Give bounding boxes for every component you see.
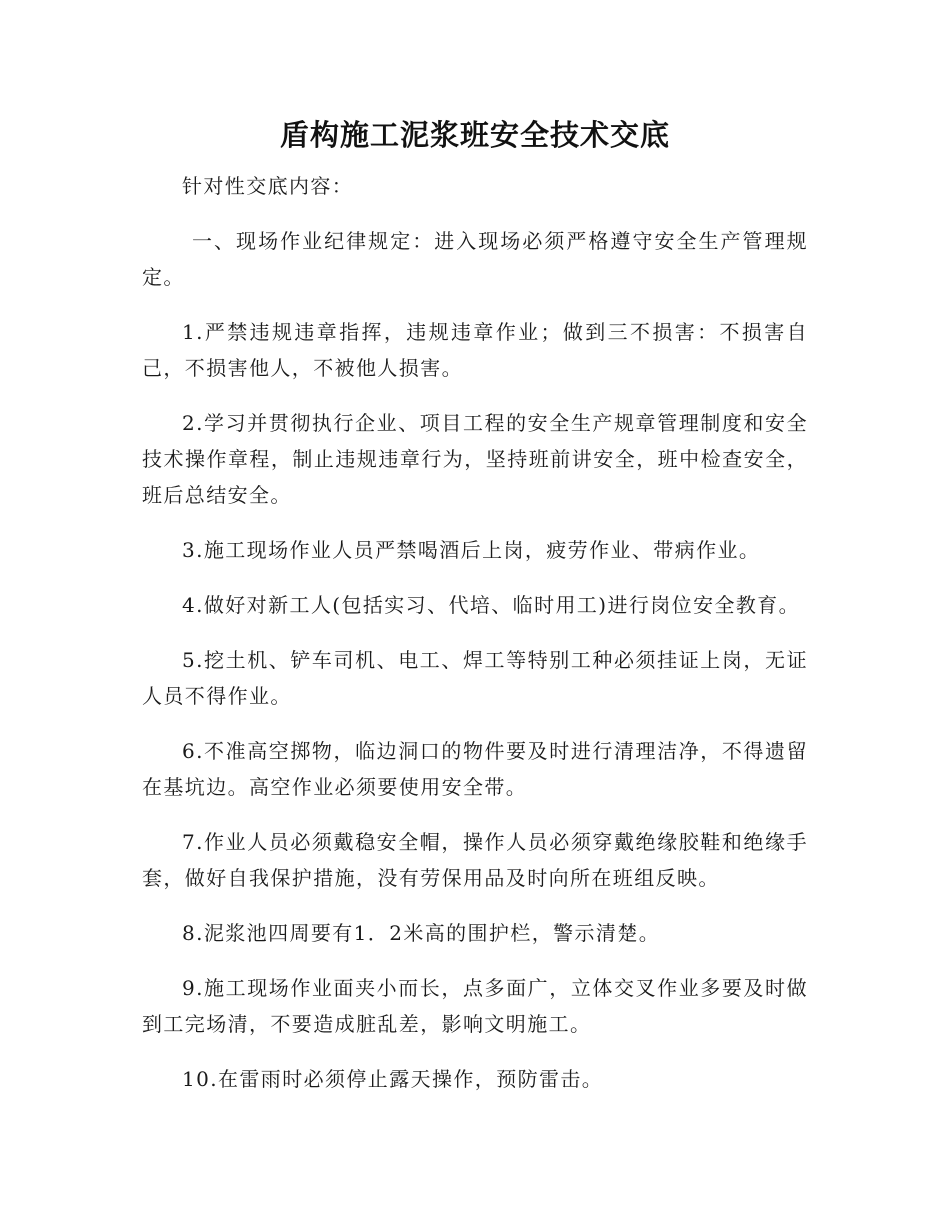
document-body bbox=[142, 108, 808, 1097]
rule-item-3: 3.施工现场作业人员严禁喝酒后上岗，疲劳作业、带病作业。 bbox=[182, 538, 761, 562]
section-heading: 一、现场作业纪律规定：进入现场必须严格遵守安全生产管理规定。 bbox=[142, 229, 808, 289]
rule-item-4: 4.做好对新工人(包括实习、代培、临时用工)进行岗位安全教育。 bbox=[182, 593, 801, 617]
rule-item-5: 5.挖土机、铲车司机、电工、焊工等特别工种必须挂证上岗，无证人员不得作业。 bbox=[142, 648, 808, 708]
rule-item-7: 7.作业人员必须戴稳安全帽，操作人员必须穿戴绝缘胶鞋和绝缘手套，做好自我保护措施，没有劳保用品及时向所在班组反映。 bbox=[142, 830, 808, 890]
rule-item-2: 2.学习并贯彻执行企业、项目工程的安全生产规章管理制度和安全技术操作章程，制止违规违章行为，坚持班前讲安全，班中检查安全，班后总结安全。 bbox=[142, 411, 808, 507]
rule-item-6: 6.不准高空掷物，临边洞口的物件要及时进行清理洁净，不得遗留在基坑边。高空作业必须要使用安全带。 bbox=[142, 739, 808, 799]
document-title: 盾构施工泥浆班安全技术交底 bbox=[279, 118, 670, 152]
intro-line: 针对性交底内容： bbox=[182, 174, 354, 198]
rule-item-1: 1.严禁违规违章指挥，违规违章作业；做到三不损害：不损害自己，不损害他人，不被他人损害。 bbox=[142, 320, 808, 380]
rule-item-9: 9.施工现场作业面夹小而长，点多面广，立体交叉作业多要及时做到工完场清，不要造成脏乱差，影响文明施工。 bbox=[142, 976, 808, 1036]
rule-item-10: 10.在雷雨时必须停止露天操作，预防雷击。 bbox=[182, 1067, 604, 1091]
rule-item-8: 8.泥浆池四周要有1．2米高的围护栏，警示清楚。 bbox=[182, 921, 661, 945]
